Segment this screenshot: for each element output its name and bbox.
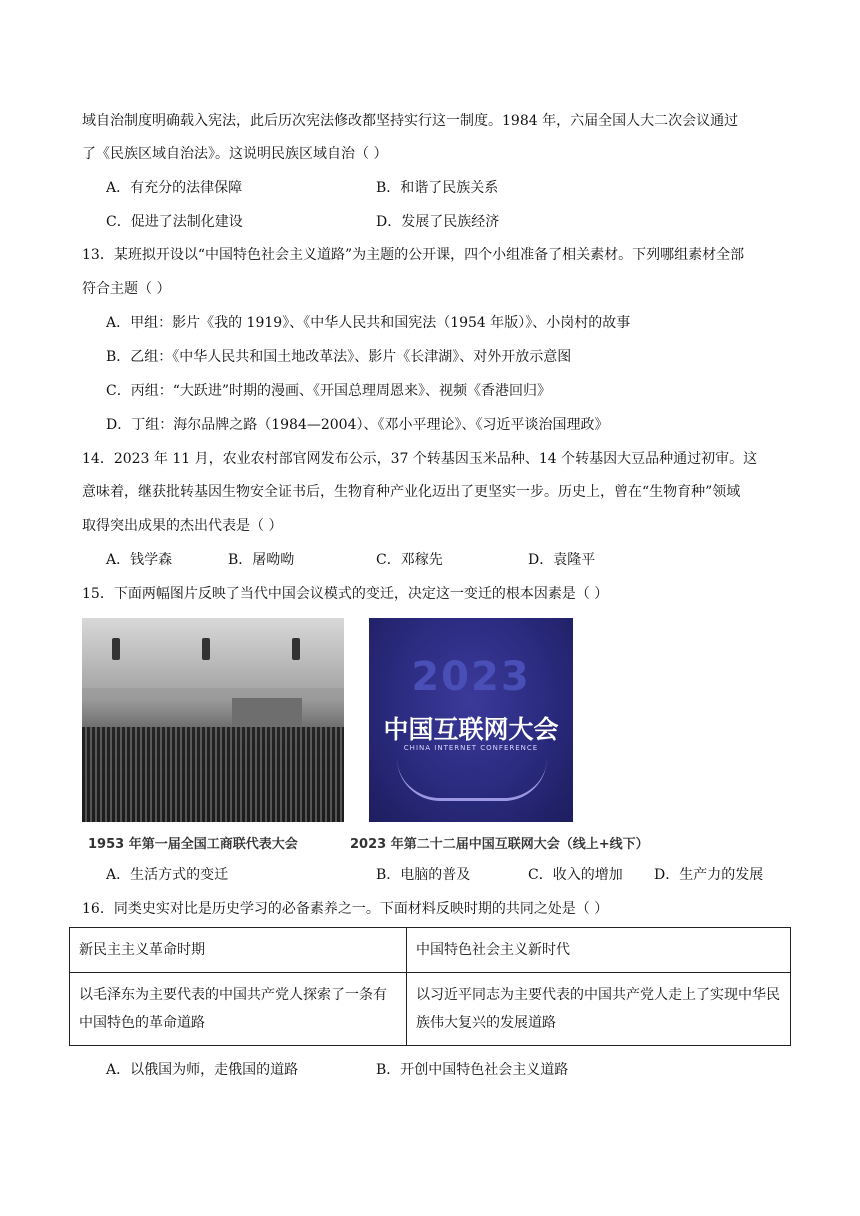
q15-option-c: C．收入的增加 xyxy=(528,867,623,883)
q13-option-b: B．乙组：《中华人民共和国土地改革法》、影片《长津湖》、对外开放示意图 xyxy=(106,349,572,365)
table-header-cell: 中国特色社会主义新时代 xyxy=(407,928,791,973)
q16-option-a: A．以俄国为师，走俄国的道路 xyxy=(106,1062,299,1078)
q12-option-a: A．有充分的法律保障 xyxy=(106,180,243,196)
q14-line-3: 取得突出成果的杰出代表是（ ） xyxy=(82,518,283,534)
comparison-table xyxy=(69,927,791,1046)
photo-1953-congress xyxy=(82,618,344,822)
conference-title-en: CHINA INTERNET CONFERENCE xyxy=(403,744,539,752)
q14-option-c: C．邓稼先 xyxy=(376,552,443,568)
q14-option-a: A．钱学森 xyxy=(106,552,173,568)
q13-option-d: D．丁组：海尔品牌之路（1984—2004）、《邓小平理论》、《习近平谈治国理政》 xyxy=(106,417,609,433)
caption-photo-2: 2023 年第二十二届中国互联网大会（线上+线下） xyxy=(350,837,649,852)
q12-option-d: D．发展了民族经济 xyxy=(376,214,500,230)
decorative-arc xyxy=(397,758,547,801)
lamp-icon xyxy=(292,638,300,660)
table-row xyxy=(70,973,791,1046)
caption-photo-1: 1953 年第一届全国工商联代表大会 xyxy=(88,837,298,852)
q15-option-d: D．生产力的发展 xyxy=(654,867,764,883)
hall-ceiling xyxy=(82,618,344,688)
q12-line-1: 域自治制度明确载入宪法，此后历次宪法修改都坚持实行这一制度。1984 年，六届全国人大二次会议通过 xyxy=(82,113,739,129)
q14-line-2: 意味着，继获批转基因生物安全证书后，生物育种产业化迈出了更坚实一步。历史上，曾在“生物育种”领域 xyxy=(82,484,741,500)
photo-2023-internet-conference xyxy=(369,618,573,822)
table-cell: 以毛泽东为主要代表的中国共产党人探索了一条有中国特色的革命道路 xyxy=(70,973,407,1046)
q15-option-b: B．电脑的普及 xyxy=(376,867,471,883)
q12-line-2: 了《民族区域自治法》。这说明民族区域自治（ ） xyxy=(82,146,388,162)
q14-line-1: 14．2023 年 11 月，农业农村部官网发布公示，37 个转基因玉米品种、14 个转基因大豆品种通过初审。这 xyxy=(82,451,758,467)
q13-line-2: 符合主题（ ） xyxy=(82,281,171,297)
q13-line-1: 13．某班拟开设以“中国特色社会主义道路”为主题的公开课，四个小组准备了相关素材。下列哪组素材全部 xyxy=(82,247,745,263)
conference-title-cn: 中国互联网大会 xyxy=(383,715,559,744)
q15-option-a: A．生活方式的变迁 xyxy=(106,867,229,883)
table-header-cell: 新民主主义革命时期 xyxy=(70,928,407,973)
q13-option-a: A．甲组：影片《我的 1919》、《中华人民共和国宪法（1954 年版）》、小岗村的故事 xyxy=(106,315,631,331)
q12-option-c: C．促进了法制化建设 xyxy=(106,214,243,230)
lamp-icon xyxy=(112,638,120,660)
table-row xyxy=(70,928,791,973)
q13-option-c: C．丙组：“大跃进”时期的漫画、《开国总理周恩来》、视频《香港回归》 xyxy=(106,383,552,399)
audience-crowd xyxy=(82,727,344,822)
q12-option-b: B．和谐了民族关系 xyxy=(376,180,499,196)
lamp-icon xyxy=(202,638,210,660)
q14-option-b: B．屠呦呦 xyxy=(228,552,295,568)
q15-line-1: 15．下面两幅图片反映了当代中国会议模式的变迁，决定这一变迁的根本因素是（ ） xyxy=(82,586,609,602)
q16-option-b: B．开创中国特色社会主义道路 xyxy=(376,1062,569,1078)
table-cell: 以习近平同志为主要代表的中国共产党人走上了实现中华民族伟大复兴的发展道路 xyxy=(407,973,791,1046)
q16-line-1: 16．同类史实对比是历史学习的必备素养之一。下面材料反映时期的共同之处是（ ） xyxy=(82,901,609,917)
conference-year: 2023 xyxy=(411,654,531,700)
q14-option-d: D．袁隆平 xyxy=(528,552,596,568)
